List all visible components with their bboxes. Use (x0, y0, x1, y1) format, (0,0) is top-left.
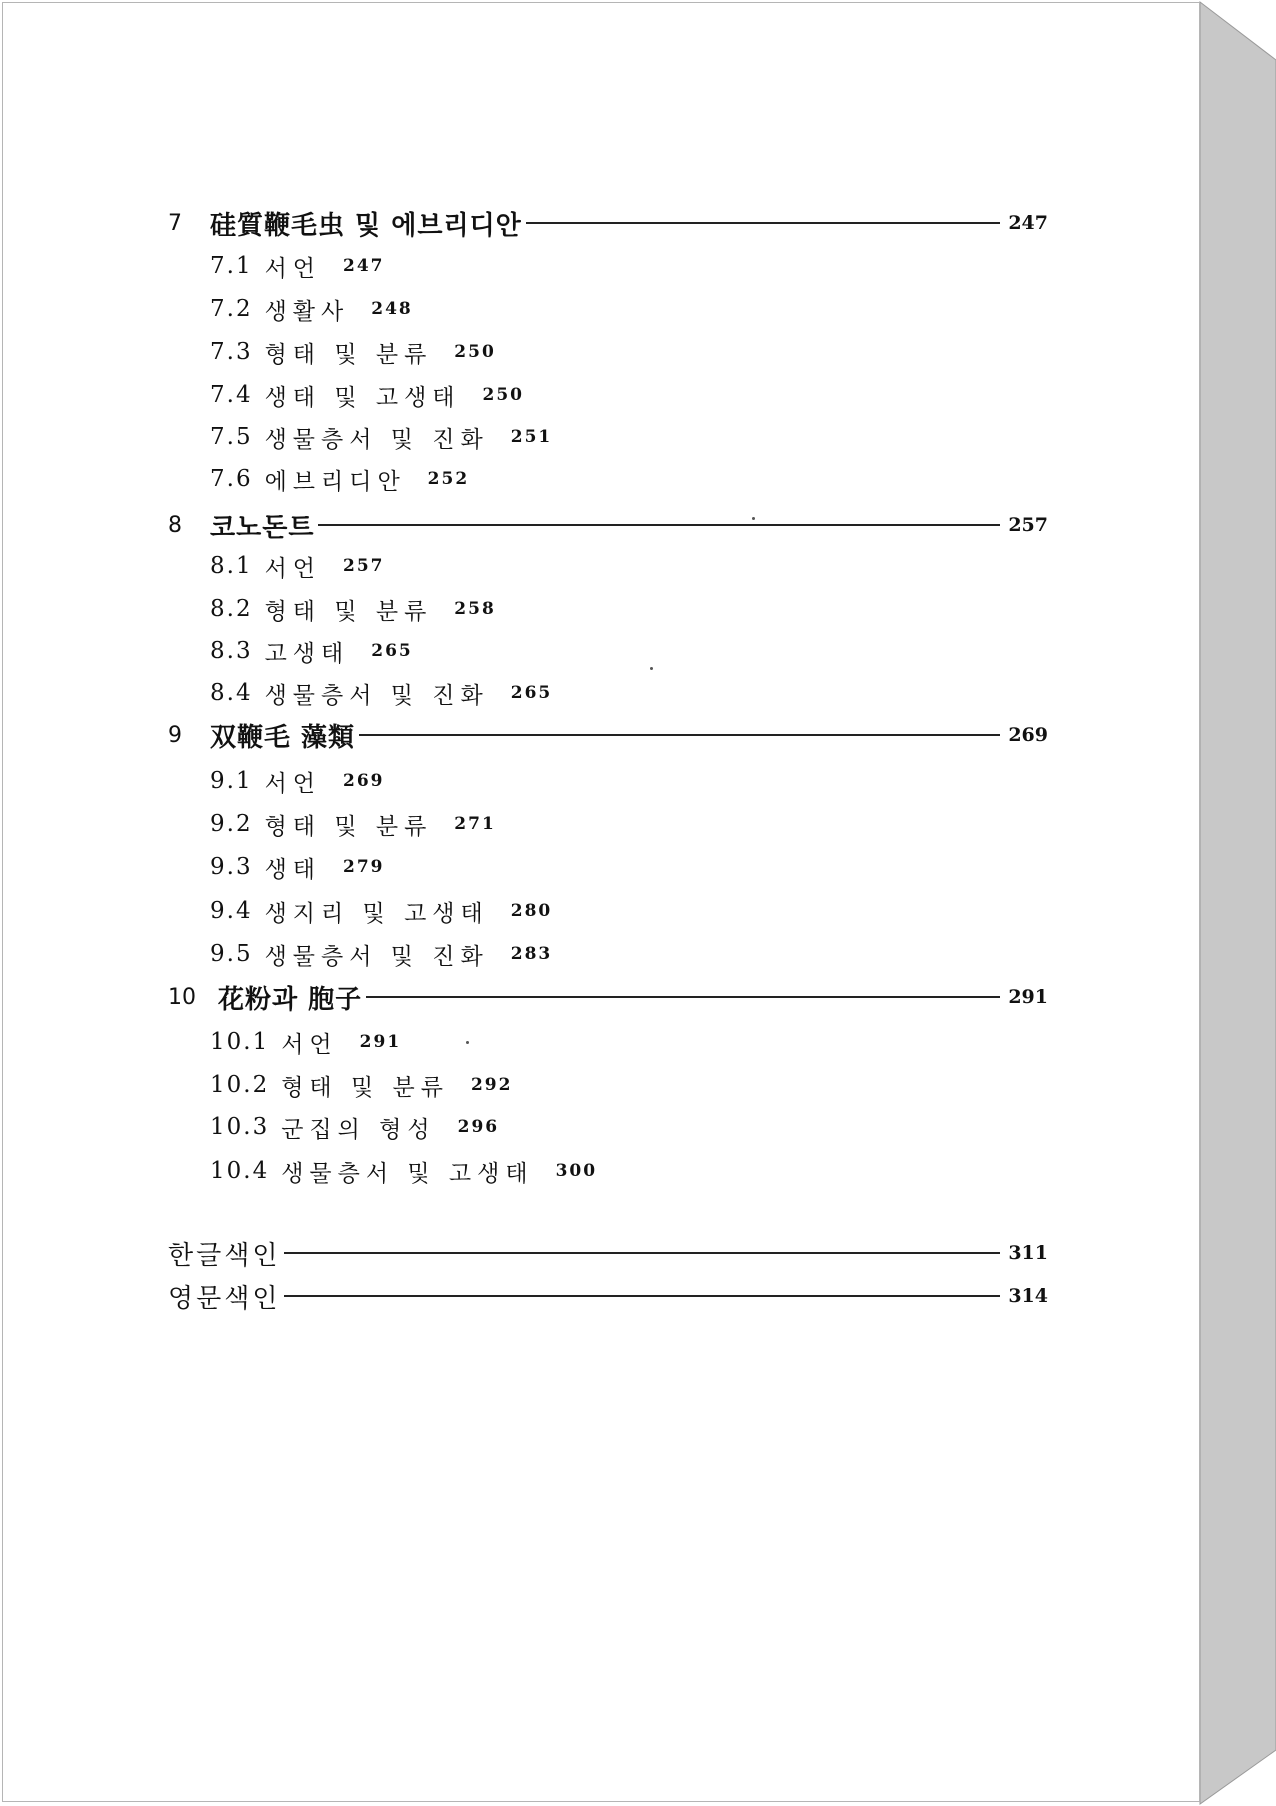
section-7-6[interactable] (210, 463, 469, 495)
dot-leader (284, 1295, 1000, 1297)
section-10-4[interactable] (210, 1155, 597, 1187)
section-9-3[interactable] (210, 851, 385, 883)
section-title: 서언 (264, 255, 322, 282)
section-title: 생물층서 및 진화 (264, 943, 489, 970)
korean-index-entry[interactable] (168, 1236, 1048, 1270)
section-title: 생물층서 및 진화 (264, 682, 489, 709)
section-9-1[interactable] (210, 765, 385, 797)
section-page: 296 (457, 1117, 500, 1137)
section-7-4[interactable] (210, 379, 524, 411)
section-number: 7.3 (210, 339, 253, 365)
index-page: 311 (1008, 1242, 1048, 1264)
section-10-3[interactable] (210, 1111, 499, 1143)
section-number: 8.2 (210, 596, 253, 622)
chapter-number: 7 (168, 210, 182, 236)
section-page: 265 (371, 641, 413, 661)
section-page: 248 (371, 299, 413, 319)
section-page: 269 (343, 771, 385, 791)
section-8-3[interactable] (210, 635, 413, 667)
section-title: 생태 (264, 856, 322, 883)
section-8-2[interactable] (210, 593, 496, 625)
section-number: 10.3 (210, 1114, 270, 1140)
chapter-8-entry[interactable] (168, 508, 1048, 542)
section-page: 252 (427, 469, 470, 489)
section-title: 생지리 및 고생태 (264, 900, 489, 927)
dot-leader (526, 222, 1000, 224)
english-index-entry[interactable] (168, 1279, 1048, 1313)
section-title: 생활사 (264, 298, 350, 325)
print-speck (650, 667, 653, 670)
section-number: 10.1 (210, 1029, 270, 1055)
chapter-number: 10 (168, 984, 196, 1010)
section-number: 9.3 (210, 854, 253, 880)
section-10-2[interactable] (210, 1069, 512, 1101)
section-title: 군집의 형성 (281, 1116, 436, 1143)
chapter-page: 291 (1008, 986, 1048, 1008)
chapter-title: 花粉과 胞子 (218, 984, 363, 1015)
section-number: 9.2 (210, 811, 253, 837)
chapter-title: 硅質鞭毛虫 및 에브리디안 (210, 210, 522, 241)
section-number: 9.1 (210, 768, 253, 794)
chapter-page: 257 (1008, 514, 1048, 536)
section-number: 7.4 (210, 382, 253, 408)
section-title: 형태 및 분류 (264, 598, 433, 625)
section-title: 형태 및 분류 (264, 341, 433, 368)
section-9-2[interactable] (210, 808, 496, 840)
section-number: 9.4 (210, 898, 253, 924)
dot-leader (366, 996, 1000, 998)
section-page: 250 (454, 342, 496, 362)
section-page: 265 (510, 683, 553, 703)
section-page: 300 (555, 1161, 598, 1181)
chapter-title: 코노돈트 (210, 512, 315, 543)
section-title: 서언 (264, 770, 322, 797)
section-page: 279 (343, 857, 385, 877)
section-title: 서언 (264, 555, 322, 582)
print-speck (466, 1041, 469, 1044)
section-title: 생물층서 및 진화 (264, 426, 489, 453)
section-title: 고생태 (264, 640, 350, 667)
section-number: 7.5 (210, 424, 253, 450)
section-title: 형태 및 분류 (264, 813, 433, 840)
section-8-4[interactable] (210, 677, 552, 709)
section-8-1[interactable] (210, 550, 385, 582)
section-9-4[interactable] (210, 895, 552, 927)
section-title: 형태 및 분류 (281, 1074, 449, 1101)
section-number: 8.3 (210, 638, 253, 664)
section-page: 258 (454, 599, 496, 619)
index-title: 한글색인 (168, 1240, 281, 1271)
section-number: 7.1 (210, 253, 253, 279)
section-page: 271 (454, 814, 496, 834)
index-title: 영문색인 (168, 1283, 281, 1314)
section-number: 8.4 (210, 680, 253, 706)
section-page: 280 (510, 901, 553, 921)
chapter-7-entry[interactable] (168, 206, 1048, 240)
index-page: 314 (1008, 1285, 1048, 1307)
section-page: 250 (482, 385, 525, 405)
section-title: 서언 (281, 1031, 338, 1058)
chapter-number: 9 (168, 722, 182, 748)
section-page: 292 (470, 1075, 513, 1095)
dot-leader (359, 734, 1000, 736)
section-page: 283 (510, 944, 553, 964)
section-number: 8.1 (210, 553, 253, 579)
dot-leader (284, 1252, 1000, 1254)
section-number: 10.2 (210, 1072, 270, 1098)
section-page: 251 (510, 427, 553, 447)
section-page: 291 (359, 1032, 402, 1052)
chapter-page: 269 (1008, 724, 1048, 746)
section-7-2[interactable] (210, 293, 413, 325)
chapter-9-entry[interactable] (168, 718, 1048, 752)
section-title: 에브리디안 (264, 468, 406, 495)
section-number: 7.2 (210, 296, 253, 322)
chapter-number: 8 (168, 512, 182, 538)
section-9-5[interactable] (210, 938, 552, 970)
chapter-page: 247 (1008, 212, 1048, 234)
section-title: 생물층서 및 고생태 (281, 1160, 534, 1187)
chapter-10-entry[interactable] (168, 980, 1048, 1014)
section-title: 생태 및 고생태 (264, 384, 461, 411)
section-number: 10.4 (210, 1158, 270, 1184)
section-7-5[interactable] (210, 421, 552, 453)
section-number: 7.6 (210, 466, 253, 492)
section-10-1[interactable] (210, 1026, 401, 1058)
print-speck (752, 517, 755, 520)
section-page: 247 (343, 256, 385, 276)
dot-leader (318, 524, 1000, 526)
section-7-1[interactable] (210, 250, 385, 282)
chapter-title: 双鞭毛 藻類 (210, 722, 356, 753)
section-number: 9.5 (210, 941, 253, 967)
section-page: 257 (343, 556, 385, 576)
section-7-3[interactable] (210, 336, 496, 368)
